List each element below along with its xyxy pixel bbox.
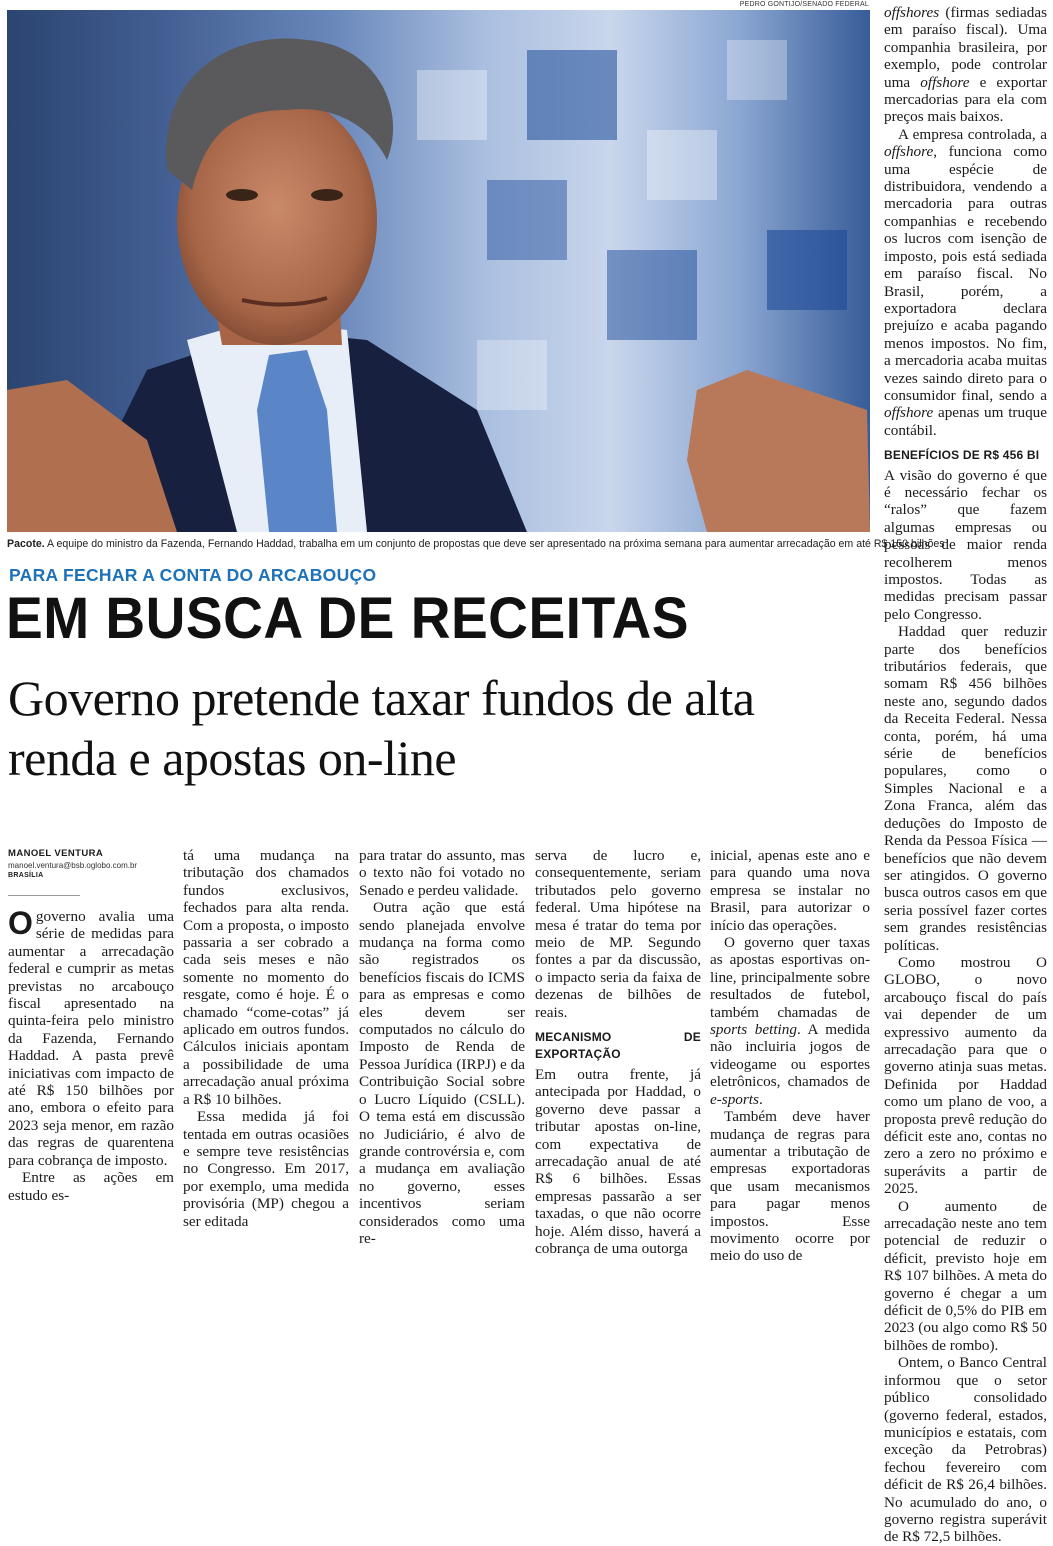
paragraph: inicial, apenas este ano e para quando uma nova empresa se instalar no Brasil, para autorizar o início das operações.	[710, 847, 870, 934]
paragraph: Outra ação que está sendo planejada envolve mudança na forma como são registrados os benefícios fiscais do ICMS para as empresas e como eles devem ser computados no cálculo do Imposto de Renda de Pessoa Jurídica (IRPJ) e da Contribuição Social sobre o Lucro Líquido (CSLL). O tema está em discussão no Judiciário, é alvo de grande controvérsia e, com a mudança em avaliação no governo, esses incentivos seriam considerados como uma re-	[359, 899, 525, 1247]
italic-term: sports betting	[710, 1021, 797, 1039]
paragraph	[710, 934, 870, 1108]
article-photo	[7, 10, 870, 532]
text-run: , funciona como uma espécie de distribuidora, vendendo a mercadoria para outras companhias e recebendo os lucros com isenção de imposto, pois está sediada em paraíso fiscal. No Brasil, porém, a exportadora declara prejuízo e acaba pagando menos impostos. No fim, a mercadoria acaba muitas vezes saindo direto para o consumidor final, sendo a	[884, 143, 1047, 404]
text-run: A empresa controlada, a	[898, 125, 1047, 143]
kicker: PARA FECHAR A CONTA DO ARCABOUÇO	[9, 565, 377, 585]
photo-caption	[7, 538, 945, 550]
text-column-3	[359, 847, 525, 1247]
paragraph: Como mostrou O GLOBO, o novo arcabouço fiscal do país vai depender de um expressivo aumento da arrecadação para que o governo atinja suas metas. Definida por Haddad como um plano de voo, a proposta prevê redução do déficit este ano, contas no zero a zero no próximo e superávits a partir de 2025.	[884, 953, 1047, 1198]
italic-term: offshore	[884, 143, 934, 161]
paragraph: Ontem, o Banco Central informou que o setor público consolidado (governo federal, estados, municípios e estatais, com exceção da Petrobras) fechou fevereiro com déficit de R$ 26,4 bilhões. No acumulado do ano, o governo registra superávit de R$ 72,5 bilhões.	[884, 1354, 1047, 1546]
text-column-5	[710, 847, 870, 1265]
paragraph: Haddad quer reduzir parte dos benefícios tributários federais, que somam R$ 456 bilhões neste ano, segundo dados da Receita Federal. Nessa conta, porém, há uma série de benefícios populares, como o Simples Nacional e a Zona Franca, além das deduções do Imposto de Renda da Pessoa Física — benefícios que não devem ser atingidos. O governo busca outros casos em que seria possível fazer cortes sem grandes resistências políticas.	[884, 623, 1047, 954]
photo-credit: PEDRO GONTIJO/SENADO FEDERAL	[739, 1, 869, 8]
italic-term: offshores	[884, 4, 940, 21]
text-column-4	[535, 847, 701, 1257]
italic-term: offshore	[884, 404, 934, 422]
section-subhead: BENEFÍCIOS DE R$ 456 BI	[884, 448, 1040, 463]
text-run: .	[758, 1090, 763, 1108]
text-column-2	[183, 847, 349, 1230]
text-column-6	[884, 4, 1047, 1546]
paragraph	[884, 4, 1047, 126]
italic-term: offshore	[920, 73, 970, 91]
paragraph	[8, 905, 174, 1169]
caption-text: A equipe do ministro da Fazenda, Fernando Haddad, trabalha em um conjunto de propostas que deve ser apresentado na próxima semana para aumentar arrecadação em até R$ 150 bilhões	[44, 538, 945, 550]
text-run: (firmas sediadas em paraíso fiscal). Uma companhia brasileira, por exemplo, pode controlar uma	[884, 4, 1047, 91]
section-subhead: MECANISMO DE EXPORTAÇÃO	[535, 1030, 701, 1062]
paragraph	[884, 126, 1047, 439]
paragraph: para tratar do assunto, mas o texto não foi votado no Senado e perdeu validade.	[359, 847, 525, 899]
byline-divider	[8, 895, 80, 896]
text-run: apenas um truque contábil.	[884, 404, 1047, 439]
dateline-city: BRASÍLIA	[8, 872, 44, 879]
headline: EM BUSCA DE RECEITAS	[6, 586, 690, 651]
byline	[8, 848, 178, 896]
italic-term: e-sports	[710, 1090, 759, 1108]
text-run: . A medida não incluiria jogos de videogame ou esportes eletrônicos, chamados de	[710, 1021, 870, 1091]
paragraph: Essa medida já foi tentada em outras ocasiões e sempre teve resistências no Congresso. Em 2017, por exemplo, uma medida provisória (MP) chegou a ser editada	[183, 1108, 349, 1230]
text-run: e exportar mercadorias para ela com preços mais baixos.	[884, 73, 1047, 126]
paragraph: A visão do governo é que é necessário fechar os “ralos” que fazem algumas empresas ou pessoas de maior renda recolherem menos impostos. Todas as medidas precisam passar pelo Congresso.	[884, 466, 1047, 623]
author-email: manoel.ventura@bsb.oglobo.com.br	[8, 861, 138, 870]
paragraph: serva de lucro e, consequentemente, seriam tributados pelo governo federal. Uma hipótese na mesa é tratar do tema por meio de MP. Segundo fontes a par da discussão, o impacto seria da faixa de dezenas de bilhões de reais.	[535, 847, 701, 1021]
paragraph: tá uma mudança na tributação dos chamados fundos exclusivos, fechados para alta renda. Com a proposta, o imposto passaria a ser cobrado a cada seis meses e não somente no momento do resgate, como é hoje. É o chamado “come-cotas” já aplicado em outros fundos. Cálculos iniciais apontam a possibilidade de uma arrecadação anual próxima a R$ 10 bilhões.	[183, 847, 349, 1108]
paragraph: Também deve haver mudança de regras para aumentar a tributação de empresas exportadoras que usam mecanismos para pagar menos impostos. Esse movimento ocorre por meio do uso de	[710, 1108, 870, 1265]
paragraph: O aumento de arrecadação neste ano tem potencial de reduzir o déficit, previsto hoje em R$ 107 bilhões. A meta do governo é chegar a um déficit de 0,5% do PIB em 2023 (ou algo como R$ 50 bilhões de rombo).	[884, 1197, 1047, 1354]
paragraph: Entre as ações em estudo es-	[8, 1169, 174, 1204]
paragraph-text: governo avalia uma série de medidas para aumentar a arrecadação federal e cumprir as metas previstas no arcabouço fiscal apresentado na quinta-feira pelo ministro da Fazenda, Fernando Haddad. A pasta prevê iniciativas com impacto de até R$ 150 bilhões por ano, embora o efeito para 2023 seja menor, em razão das regras de quarentena para cobrança de imposto.	[8, 908, 174, 1169]
drop-cap: O	[8, 905, 33, 941]
author-name: MANOEL VENTURA	[8, 848, 104, 859]
paragraph: Em outra frente, já antecipada por Haddad, o governo deve passar a tributar apostas on-line, com expectativa de arrecadação anual de até R$ 6 bilhões. Essas empresas passarão a ser taxadas, o que não ocorre hoje. Além disso, haverá a cobrança de uma outorga	[535, 1065, 701, 1257]
caption-label: Pacote.	[7, 538, 45, 550]
photo-illustration	[7, 10, 870, 532]
subheadline: Governo pretende taxar fundos de alta renda e apostas on-line	[8, 670, 755, 786]
text-run: O governo quer taxas as apostas esportivas on-line, principalmente sobre resultados de futebol, também chamadas de	[710, 934, 870, 1021]
text-column-1	[8, 905, 174, 1204]
